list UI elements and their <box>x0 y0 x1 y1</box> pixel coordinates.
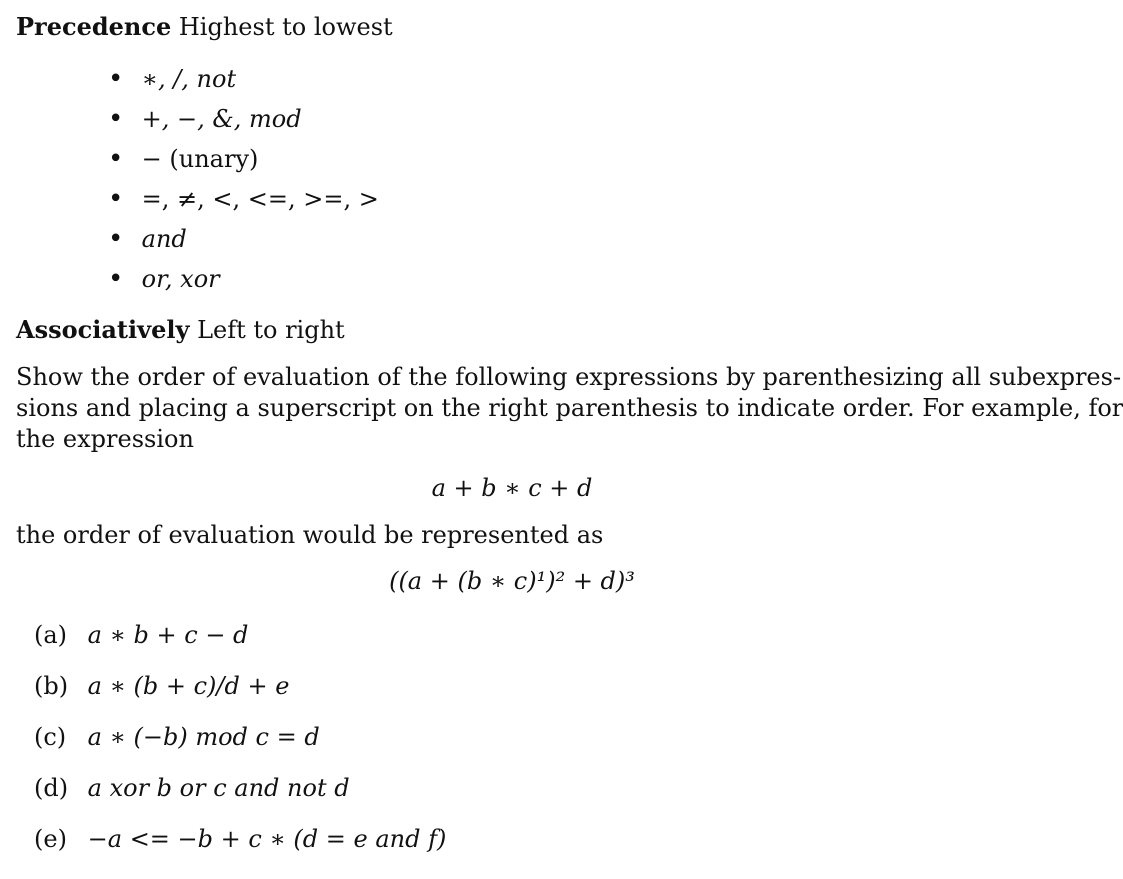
precedence-item-text: ∗, /, not <box>141 65 237 93</box>
exercise-item <box>34 671 289 701</box>
precedence-item <box>108 104 302 134</box>
precedence-item-text: or, xor <box>141 265 220 293</box>
instructions-paragraph <box>16 362 1123 455</box>
exercise-label: (e) <box>34 825 67 853</box>
precedence-item-text: +, −, &, mod <box>141 105 302 133</box>
instructions-line: Show the order of evaluation of the following expressions by parenthesizing all subexpres- <box>16 363 1122 391</box>
exercise-expression: a xor b or c and not d <box>87 774 350 802</box>
associativity-line <box>16 315 345 345</box>
exercise-item <box>34 824 446 854</box>
precedence-item <box>108 224 187 254</box>
bullet-icon: • <box>108 224 124 254</box>
instructions-line: the expression <box>16 425 194 453</box>
exercise-item <box>34 773 350 803</box>
exercise-label: (d) <box>34 774 69 802</box>
precedence-item-text: =, ≠, <, <=, >=, > <box>141 185 379 213</box>
bullet-icon: • <box>108 144 124 174</box>
exercise-label: (a) <box>34 621 68 649</box>
instructions-line: sions and placing a superscript on the right parenthesis to indicate order. For example, for <box>16 394 1123 422</box>
precedence-heading: Precedence <box>16 12 172 41</box>
bullet-icon: • <box>108 184 124 214</box>
bullet-icon: • <box>108 104 124 134</box>
exercise-item <box>34 722 320 752</box>
exercise-expression: −a <= −b + c ∗ (d = e and f) <box>87 825 447 853</box>
associativity-text: Left to right <box>197 316 345 344</box>
bullet-icon: • <box>108 64 124 94</box>
precedence-item <box>108 264 220 294</box>
precedence-item <box>108 144 258 174</box>
precedence-line <box>16 12 393 42</box>
exercise-expression: a ∗ b + c − d <box>87 621 249 649</box>
precedence-item-text: and <box>141 225 187 253</box>
precedence-item <box>108 64 236 94</box>
precedence-item <box>108 184 379 214</box>
example-representation: ((a + (b ∗ c)¹)² + d)³ <box>389 567 635 595</box>
bullet-icon: • <box>108 264 124 294</box>
exercise-expression: a ∗ (b + c)/d + e <box>87 672 290 700</box>
example-expression: a + b ∗ c + d <box>431 474 593 502</box>
exercise-label: (b) <box>34 672 69 700</box>
precedence-item-text: − (unary) <box>141 145 259 173</box>
exercise-expression: a ∗ (−b) mod c = d <box>87 723 320 751</box>
associativity-heading: Associatively <box>16 315 190 344</box>
exercise-label: (c) <box>34 723 67 751</box>
represented-text: the order of evaluation would be represented as <box>16 521 604 549</box>
exercise-item <box>34 620 248 650</box>
precedence-text: Highest to lowest <box>178 13 393 41</box>
